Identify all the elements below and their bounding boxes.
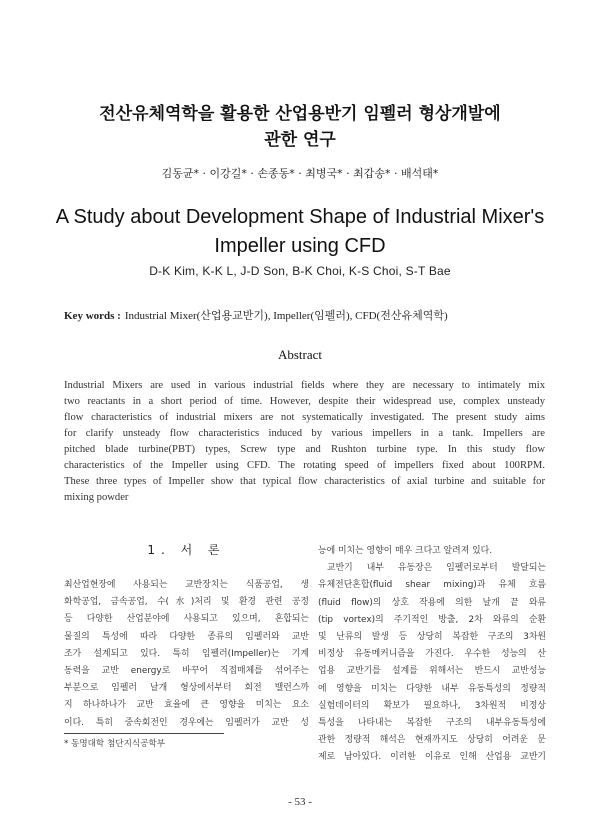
body-line: 유체전단혼합(fluid shear mixing)과 유체 흐름	[318, 580, 546, 591]
abstract-line: flow characteristics of industrial mixers are not systematically investigated. The present study aims	[64, 412, 545, 423]
english-title	[40, 203, 560, 261]
page-number: - 53 -	[288, 796, 312, 808]
body-line: 특성을 나타내는 복잡한 구조의 내부유동특성에	[318, 718, 546, 729]
english-authors: D-K Kim, K-K L, J-D Son, B-K Choi, K-S Choi, S-T Bae	[149, 264, 451, 278]
abstract-line: for clarify unsteady flow characteristics induced by various impellers in a tank. Impellers are	[64, 428, 545, 439]
body-column-left	[64, 540, 309, 732]
korean-title	[40, 101, 560, 153]
english-title-line-1: A Study about Development Shape of Industrial Mixer's	[55, 206, 545, 228]
body-line: 부분으로 임펠러 날개 형상에서부터 회전 밸런스까	[64, 683, 309, 694]
body-line: 등 다양한 산업분야에 사용되고 있으며, 혼합되는	[64, 614, 309, 625]
abstract-line: Industrial Mixers are used in various industrial fields where they are necessary to intimately mix	[64, 380, 545, 391]
abstract-heading: Abstract	[277, 347, 323, 362]
body-line: 비정상 유동메커니즘을 가진다. 우수한 성능의 산	[318, 649, 546, 660]
abstract-line: pitched blade turbine(PBT) types, Screw type and Rushton turbine type. In this study flow	[64, 444, 545, 455]
body-line: 관한 정량적 해석은 현재까지도 상당히 어려운 문	[318, 735, 546, 746]
intro-paragraph-left	[64, 577, 309, 732]
body-line: 에 영향을 미치는 다양한 내부 유동특성의 정량적	[318, 683, 546, 694]
body-line: 최산업현장에 사용되는 교반장치는 식품공업, 생	[64, 580, 309, 590]
english-title-line-2: Impeller using CFD	[214, 235, 386, 257]
section-heading-introduction: 1. 서 론	[147, 543, 226, 557]
body-line: 제로 남아있다. 이러한 이유로 인해 산업용 교반기	[318, 752, 546, 763]
body-line: 및 난류의 발생 등 상당히 복잡한 구조의 3차원	[318, 632, 546, 643]
korean-title-line-1: 전산유체역학을 활용한 산업용반기 임펠러 형상개발에	[99, 104, 501, 124]
body-line: 물질의 특성에 따라 다양한 종류의 임펠러와 교반	[64, 631, 309, 642]
body-line: 지 하나하나가 교반 효율에 큰 영향을 미치는 요소	[64, 700, 309, 711]
body-line: 화학공업, 금속공업, 수(水)처리 및 환경 관련 공정	[64, 597, 309, 608]
korean-title-line-2: 관한 연구	[264, 130, 336, 150]
body-line: 업용 교반기를 설계를 위해서는 반드시 교반성능	[318, 666, 546, 677]
footnote-affiliation: * 동명대학 첨단지식공학부	[64, 739, 166, 749]
keywords-label: Key words :	[64, 310, 121, 322]
body-line: 실험데이터의 확보가 필요하나, 3차원적 비정상	[318, 700, 546, 711]
abstract-body	[64, 378, 545, 506]
footnote-divider	[64, 733, 224, 734]
abstract-line: two reactants in a short period of time. However, despite their widespread use, complex unsteady	[64, 396, 545, 407]
abstract-line: characteristics of the Impeller using CFD. The rotating speed of impellers fixed about 100RPM.	[64, 460, 545, 471]
korean-authors: 김동균* · 이강길* · 손종동* · 최병국* · 최갑송* · 배석태*	[161, 167, 439, 180]
body-line: 조가 설계되고 있다. 특히 임펠러(Impeller)는 기계	[64, 648, 309, 659]
body-line: (fluid flow)의 상호 작용에 의한 날개 끝 와류	[318, 597, 546, 608]
body-line: 교반기 내부 유동장은 임펠러로부터 발달되는	[327, 563, 546, 574]
body-line: 이다. 특히 중속회전인 경우에는 임펠러가 교반 성	[64, 717, 309, 728]
body-line: (tip vortex)의 주기적인 방출, 2차 와류의 순환	[318, 614, 546, 625]
keywords	[64, 307, 560, 323]
body-column-right	[318, 543, 546, 767]
abstract-line: mixing powder	[64, 492, 129, 503]
keywords-text: Industrial Mixer(산업용교반기), Impeller(임펠러), CFD(전산유체역학)	[124, 310, 448, 322]
abstract-line: These three types of Impeller show that typical flow characteristics of axial turbine and suitable for	[64, 476, 545, 487]
body-line: 능에 미치는 영향이 매우 크다고 알려져 있다.	[318, 546, 493, 556]
body-line: 동력을 교반 energy로 바꾸어 직접매체를 섞어주는	[64, 666, 309, 677]
